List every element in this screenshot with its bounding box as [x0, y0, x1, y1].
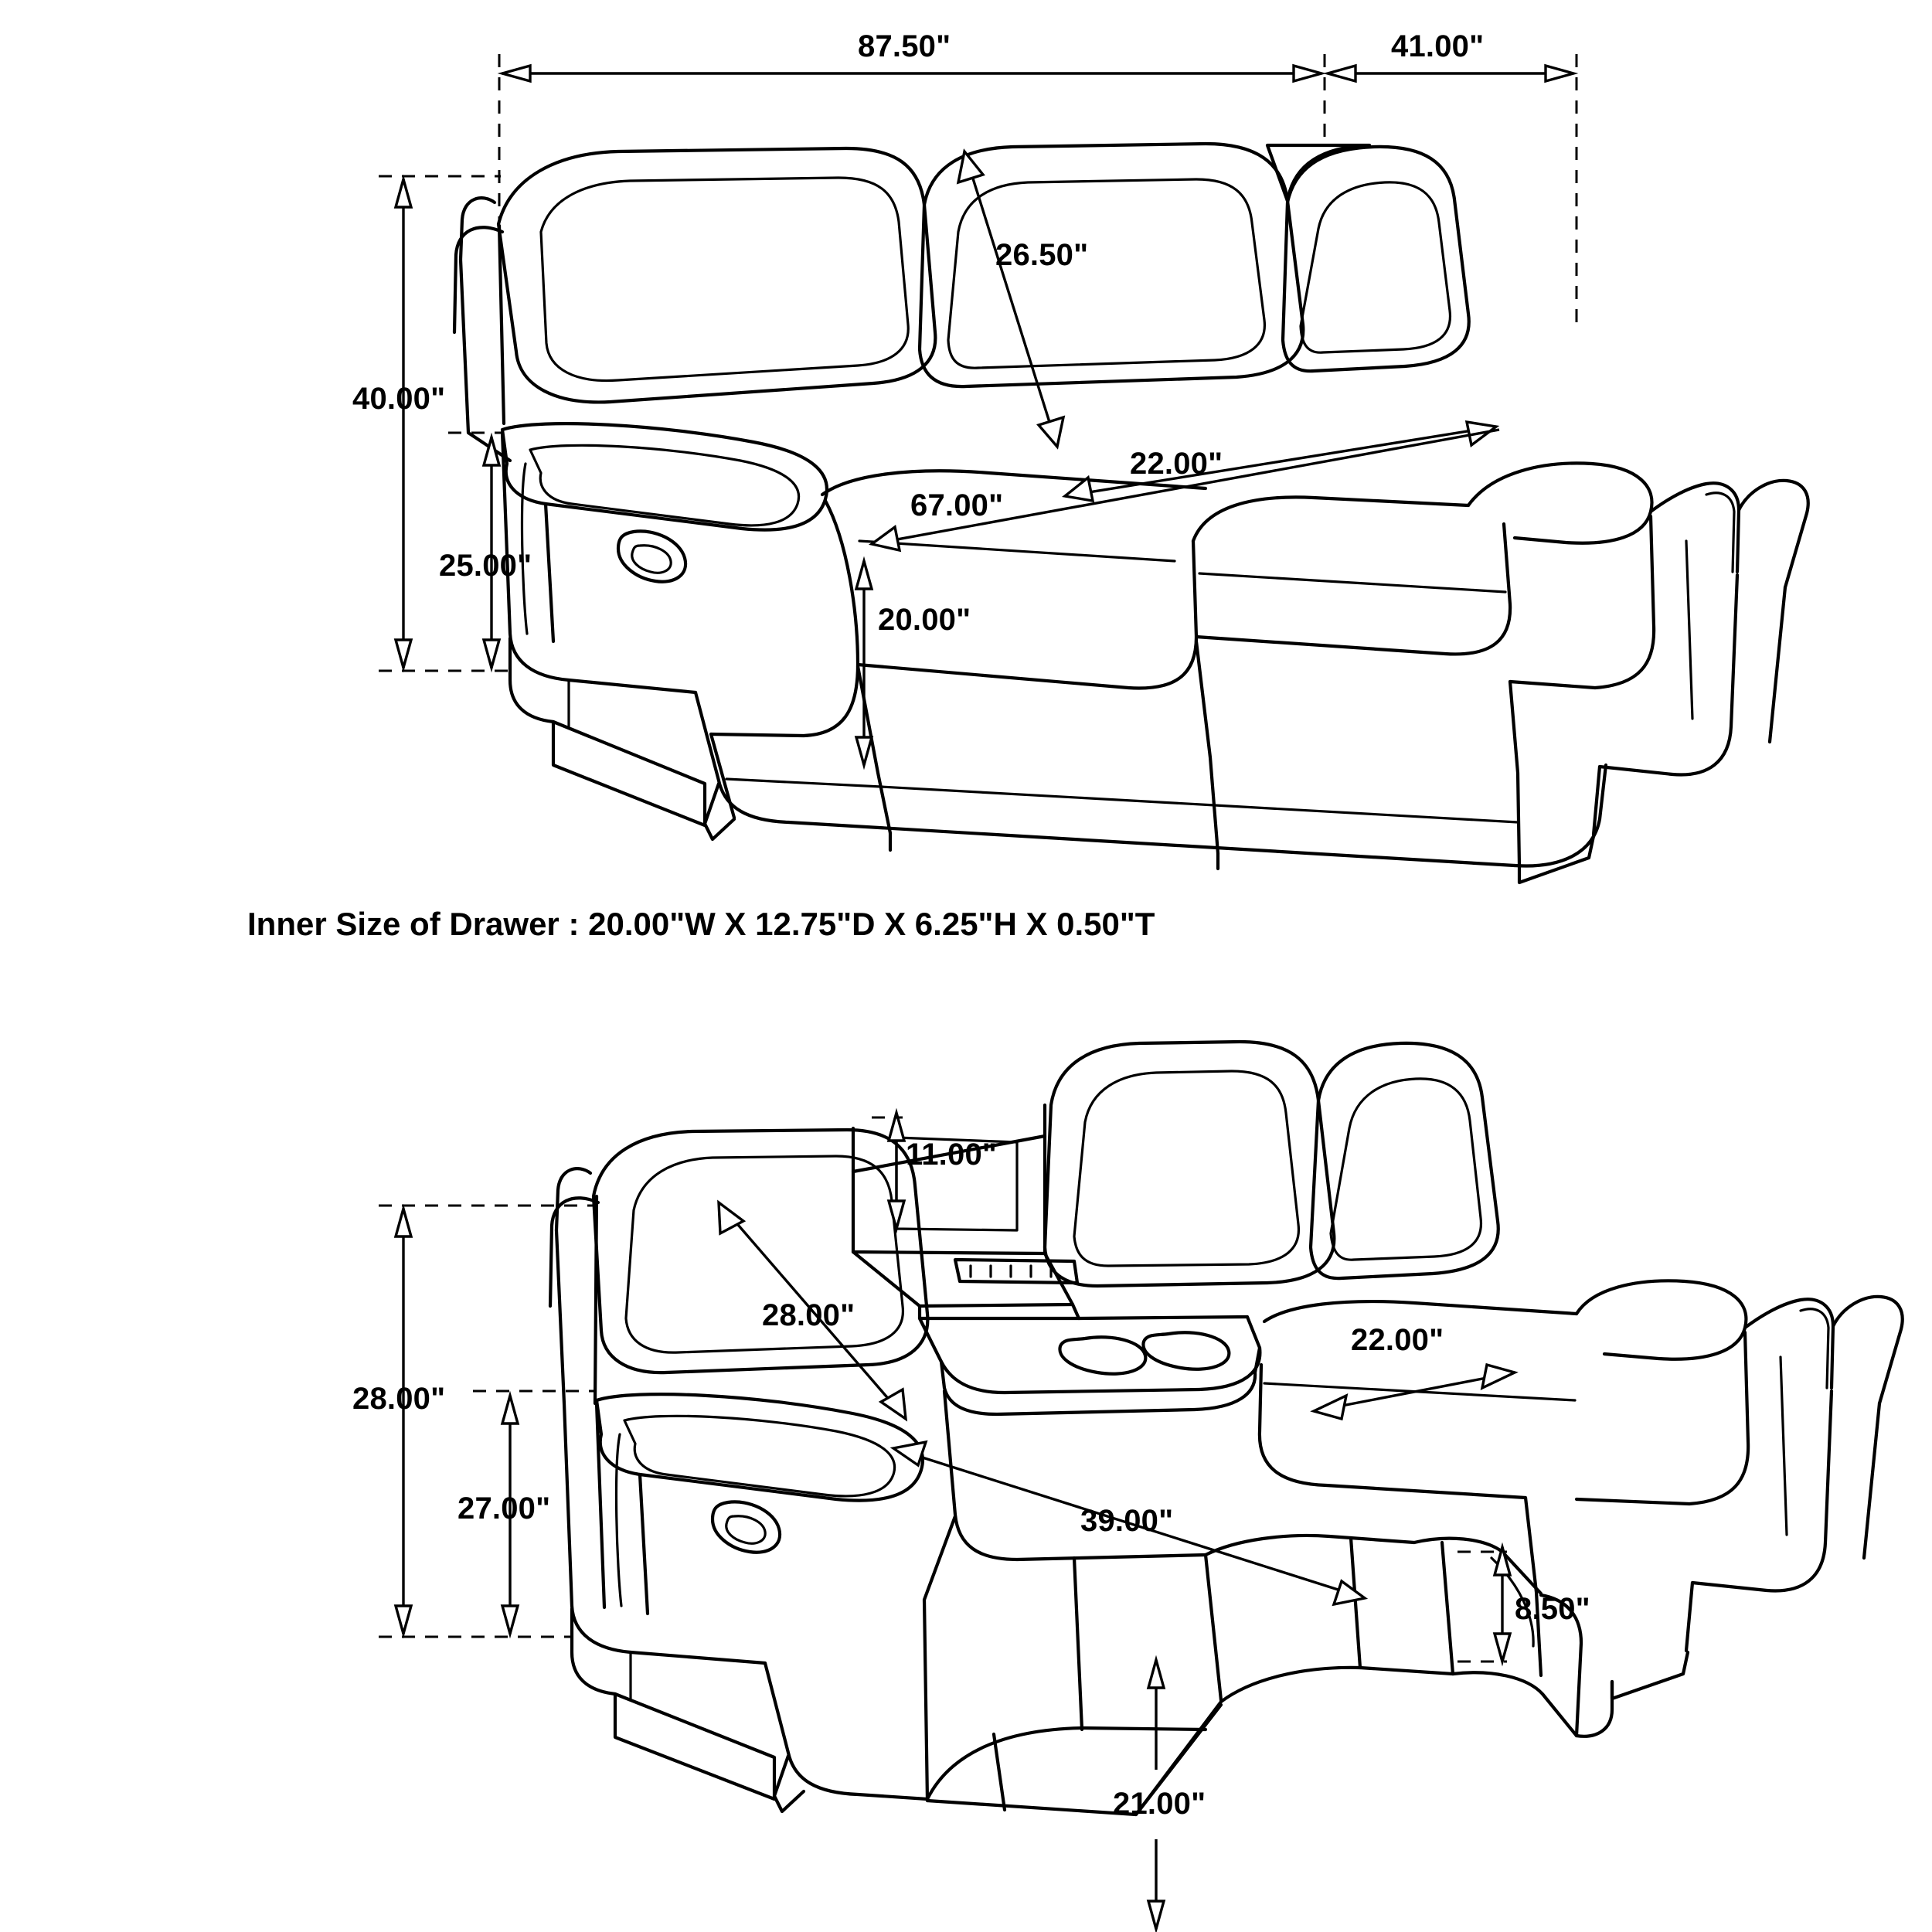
sofa-reclined-illustration [550, 1042, 1903, 1815]
dimension-label-reclined-extension: 39.00" [1080, 1504, 1174, 1538]
dimension-label-seat-width: 67.00" [910, 488, 1004, 522]
dimension-label-console-drawer-width: 11.00" [906, 1138, 998, 1172]
dimension-label-reclined-height: 28.00" [352, 1382, 446, 1416]
dimension-label-seat-depth: 22.00" [1130, 447, 1223, 481]
dimension-label-back-cushion-diagonal: 28.00" [762, 1298, 855, 1332]
dimension-label-reclined-arm-height: 27.00" [457, 1492, 551, 1526]
dimension-label-arm-height: 25.00" [439, 549, 532, 583]
dimension-label-footrest-height: 8.50" [1515, 1592, 1590, 1626]
dimension-label-overall-height: 40.00" [352, 382, 446, 416]
dimension-label-recline-clearance: 21.00" [1113, 1787, 1206, 1821]
sofa-closed-illustration [454, 144, 1808, 883]
dimension-label-arm-depth: 41.00" [1391, 29, 1485, 63]
drawer-size-caption: Inner Size of Drawer : 20.00"W X 12.75"D X 6.25"H X 0.50"T [247, 906, 1155, 942]
dimension-label-seat-height: 20.00" [878, 603, 971, 637]
dimension-label-overall-width: 87.50" [858, 29, 951, 63]
dimension-label-reclined-seat-depth: 22.00" [1351, 1323, 1444, 1357]
dimension-label-back-cushion-height: 26.50" [995, 238, 1089, 272]
